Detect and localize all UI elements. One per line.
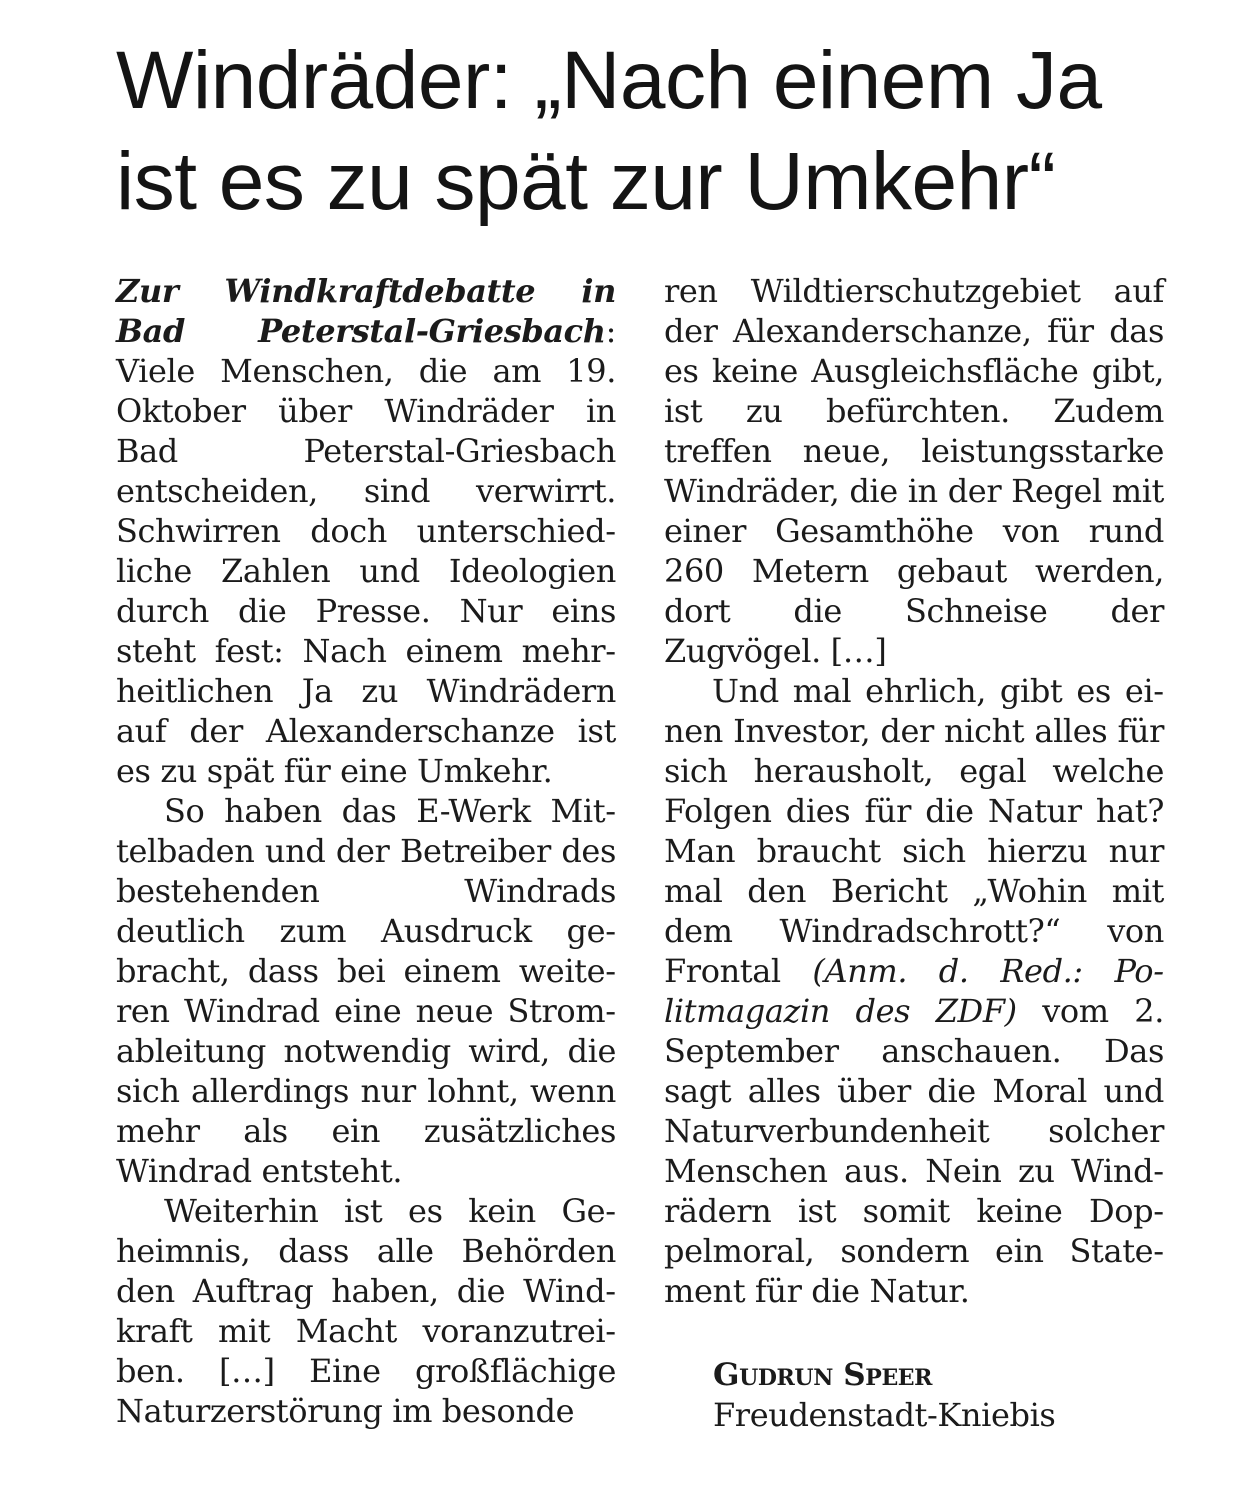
article-column-left <box>116 271 616 1431</box>
paragraph-4-text-b: vom 2. September anschauen. Das sagt alles über die Moral und Naturverbundenheit solcher Menschen aus. Nein zu Windrädern ist somit keine Doppelmoral, sondern ein Statement für die Natur. <box>664 992 1165 1310</box>
paragraph-3-part-1: Weiterhin ist es kein Geheimnis, dass alle Behörden den Auftrag haben, die Windkraft mit Macht voranzutreiben. […] Eine großflächige Naturzerstörung im besonde <box>116 1192 616 1430</box>
paragraph-1 <box>116 271 616 791</box>
headline-line-1: Windräder: „Nach einem Ja <box>116 35 1102 126</box>
paragraph-2: So haben das E-Werk Mittelbaden und der Betreiber des bestehenden Windrads deutlich zum Ausdruck gebracht, dass bei einem weiteren Windrad eine neue Stromableitung notwendig wird, die sich allerdings nur lohnt, wenn mehr als ein zusätzliches Windrad entsteht. <box>116 792 616 1190</box>
editor-note: (Anm. d. Red.: Politmagazin des ZDF) <box>664 952 1164 1030</box>
author-name: Gudrun Speer <box>713 1357 933 1393</box>
headline-line-2: ist es zu spät zur Umkehr“ <box>116 136 1056 227</box>
lead-in: Zur Windkraftdebatte in Bad Peterstal-Griesbach <box>116 272 616 350</box>
article-column-right <box>664 271 1164 1311</box>
lead-colon: : <box>605 312 616 350</box>
paragraph-1-text: Viele Menschen, die am 19. Oktober über Windräder in Bad Peterstal-Griesbach entscheiden, sind verwirrt. Schwirren doch unterschiedliche Zahlen und Ideologien durch die Presse. Nur eins steht fest: Nach einem mehrheitlichen Ja zu Windrädern auf der Alexanderschanze ist es zu spät für eine Umkehr. <box>116 352 616 790</box>
signature <box>713 1355 1055 1435</box>
headline <box>116 30 1176 232</box>
paragraph-4 <box>664 671 1164 1311</box>
paragraph-4-text-a: Und mal ehrlich, gibt es einen Investor, der nicht alles für sich herausholt, egal welche Folgen dies für die Natur hat? Man braucht sich hierzu nur mal den Bericht „Wohin mit dem Windradschrott?“ von Frontal <box>664 672 1164 990</box>
author-place: Freudenstadt-Kniebis <box>713 1396 1056 1434</box>
paragraph-3-part-2: ren Wildtierschutzgebiet auf der Alexanderschanze, für das es keine Ausgleichsfläche gibt, ist zu befürchten. Zudem treffen neue, leistungsstarke Windräder, die in der Regel mit einer Gesamthöhe von rund 260 Metern gebaut werden, dort die Schneise der Zugvögel. […] <box>664 272 1164 670</box>
